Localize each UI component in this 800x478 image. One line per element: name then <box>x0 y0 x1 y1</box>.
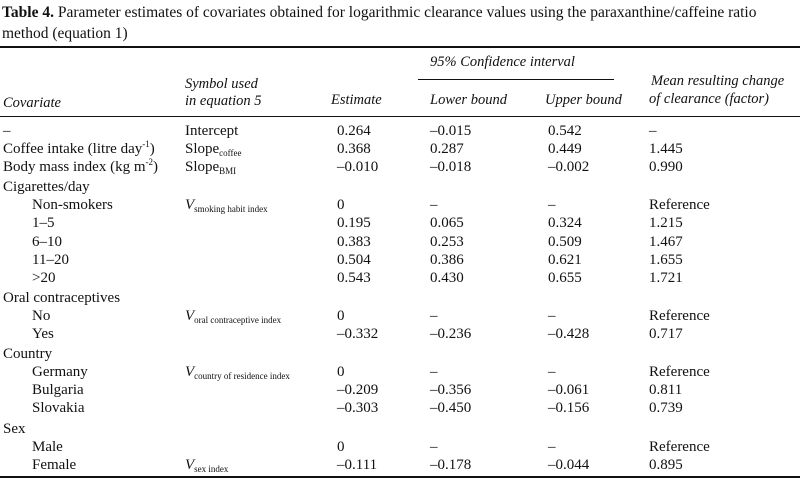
row-change: 0.811 <box>649 382 683 398</box>
covariate-text: Non-smokers <box>32 197 113 213</box>
row-lower: 0.065 <box>430 215 464 231</box>
row-lower: – <box>430 197 438 213</box>
row-estimate: 0 <box>337 439 345 455</box>
row-estimate: –0.332 <box>337 326 379 342</box>
row-lower: – <box>430 308 438 324</box>
covariate-text: Yes <box>32 326 54 342</box>
covariate-text: Body mass index (kg m <box>3 159 146 175</box>
row-upper: –0.002 <box>548 159 590 175</box>
row-lower: – <box>430 439 438 455</box>
row-covariate <box>32 438 63 456</box>
symbol-subscript: country of residence index <box>194 371 290 381</box>
header-change-line1: Mean resulting change <box>651 73 785 89</box>
row-covariate <box>3 140 155 159</box>
ci-rule <box>418 79 614 80</box>
row-covariate <box>32 456 76 474</box>
header-estimate: Estimate <box>331 92 382 108</box>
symbol-subscript: coffee <box>219 148 242 158</box>
row-estimate: 0.383 <box>337 234 371 250</box>
row-covariate <box>32 269 55 287</box>
row-covariate <box>32 307 50 325</box>
symbol-subscript: oral contraceptive index <box>194 315 282 325</box>
row-change: Reference <box>649 308 710 324</box>
row-estimate: –0.010 <box>337 159 379 175</box>
row-change: – <box>649 123 657 139</box>
row-covariate <box>3 122 11 140</box>
row-lower: 0.430 <box>430 270 464 286</box>
row-change: 0.717 <box>649 326 683 342</box>
row-covariate <box>3 178 90 196</box>
row-covariate <box>32 196 113 214</box>
row-estimate: 0.543 <box>337 270 371 286</box>
row-covariate <box>32 399 85 417</box>
row-covariate <box>3 289 120 307</box>
row-estimate: 0.195 <box>337 215 371 231</box>
row-symbol <box>185 363 290 382</box>
row-upper: 0.542 <box>548 123 582 139</box>
row-covariate <box>3 345 52 363</box>
row-lower: 0.386 <box>430 252 464 268</box>
row-symbol <box>185 456 228 475</box>
row-change: Reference <box>649 197 710 213</box>
row-upper: 0.655 <box>548 270 582 286</box>
row-covariate <box>32 363 88 381</box>
header-upper-bound: Upper bound <box>545 92 622 108</box>
row-change: Reference <box>649 364 710 380</box>
covariate-unit-close: ) <box>149 141 155 157</box>
symbol-subscript: sex index <box>194 464 229 474</box>
covariate-text: Female <box>32 457 77 473</box>
row-lower: 0.253 <box>430 234 464 250</box>
row-estimate: 0 <box>337 197 345 213</box>
row-upper: –0.061 <box>548 382 590 398</box>
covariate-text: Sex <box>3 421 26 437</box>
row-change: 1.467 <box>649 234 683 250</box>
table-caption <box>2 2 796 44</box>
row-change: 1.445 <box>649 141 683 157</box>
row-change: 1.215 <box>649 215 683 231</box>
row-lower: – <box>430 364 438 380</box>
row-change: 1.721 <box>649 270 683 286</box>
covariate-text: 1–5 <box>32 215 55 231</box>
row-upper: 0.621 <box>548 252 582 268</box>
symbol-text: Slope <box>185 159 220 175</box>
row-upper: – <box>548 364 556 380</box>
row-change: 0.990 <box>649 159 683 175</box>
row-symbol <box>185 122 238 140</box>
covariate-text: 11–20 <box>32 252 69 268</box>
covariate-text: No <box>32 308 51 324</box>
symbol-text: V <box>185 197 195 213</box>
row-covariate <box>3 158 158 177</box>
covariate-unit-exponent: -2 <box>145 157 153 167</box>
row-symbol <box>185 140 242 159</box>
symbol-text: V <box>185 457 195 473</box>
symbol-subscript: BMI <box>219 166 237 176</box>
row-estimate: 0.368 <box>337 141 371 157</box>
covariate-text: 6–10 <box>32 234 62 250</box>
header-covariate: Covariate <box>3 95 61 111</box>
covariate-text: Country <box>3 346 53 362</box>
covariate-text: Bulgaria <box>32 382 84 398</box>
row-upper: –0.428 <box>548 326 590 342</box>
row-estimate: 0.264 <box>337 123 371 139</box>
symbol-text: Intercept <box>185 123 239 139</box>
table-caption-text: Parameter estimates of covariates obtained for logarithmic clearance values using the paraxanthine/caffeine ratio method (equation 1) <box>2 4 757 42</box>
row-upper: 0.509 <box>548 234 582 250</box>
covariate-text: Cigarettes/day <box>3 179 90 195</box>
covariate-text: Oral contraceptives <box>3 290 121 306</box>
row-upper: 0.449 <box>548 141 582 157</box>
row-lower: –0.450 <box>430 400 472 416</box>
row-change: Reference <box>649 439 710 455</box>
covariate-text: Slovakia <box>32 400 85 416</box>
row-symbol <box>185 307 281 326</box>
row-estimate: 0 <box>337 364 345 380</box>
header-rule <box>0 116 800 117</box>
covariate-text: Germany <box>32 364 88 380</box>
covariate-text: – <box>3 123 11 139</box>
row-change: 0.895 <box>649 457 683 473</box>
header-ci-group: 95% Confidence interval <box>430 54 575 70</box>
symbol-subscript: smoking habit index <box>194 204 268 214</box>
symbol-text: V <box>185 364 195 380</box>
covariate-unit-exponent: -1 <box>142 139 150 149</box>
row-covariate <box>32 325 54 343</box>
row-change: 1.655 <box>649 252 683 268</box>
covariate-text: Coffee intake (litre day <box>3 141 143 157</box>
row-estimate: 0 <box>337 308 345 324</box>
header-symbol-line1: Symbol used <box>185 76 258 92</box>
row-symbol <box>185 196 268 215</box>
row-covariate <box>32 233 62 251</box>
table-label: Table 4. <box>2 4 54 21</box>
row-upper: – <box>548 439 556 455</box>
header-symbol-line2: in equation 5 <box>185 93 262 109</box>
row-lower: 0.287 <box>430 141 464 157</box>
row-change: 0.739 <box>649 400 683 416</box>
row-upper: – <box>548 197 556 213</box>
row-covariate <box>32 381 84 399</box>
symbol-text: Slope <box>185 141 220 157</box>
row-covariate <box>3 420 26 438</box>
row-symbol <box>185 158 236 177</box>
row-estimate: –0.111 <box>337 457 378 473</box>
row-estimate: –0.303 <box>337 400 379 416</box>
covariate-text: >20 <box>32 270 56 286</box>
row-lower: –0.018 <box>430 159 472 175</box>
row-lower: –0.178 <box>430 457 472 473</box>
row-covariate <box>32 251 69 269</box>
symbol-text: V <box>185 308 195 324</box>
row-upper: –0.156 <box>548 400 590 416</box>
covariate-text: Male <box>32 439 63 455</box>
row-upper: –0.044 <box>548 457 590 473</box>
row-upper: – <box>548 308 556 324</box>
row-estimate: 0.504 <box>337 252 371 268</box>
covariate-unit-close: ) <box>153 159 158 175</box>
row-lower: –0.236 <box>430 326 472 342</box>
row-lower: –0.356 <box>430 382 472 398</box>
row-lower: –0.015 <box>430 123 472 139</box>
row-covariate <box>32 214 55 232</box>
header-lower-bound: Lower bound <box>430 92 507 108</box>
row-upper: 0.324 <box>548 215 582 231</box>
header-change-line2: of clearance (factor) <box>649 91 769 107</box>
top-rule <box>0 46 800 48</box>
row-estimate: –0.209 <box>337 382 379 398</box>
